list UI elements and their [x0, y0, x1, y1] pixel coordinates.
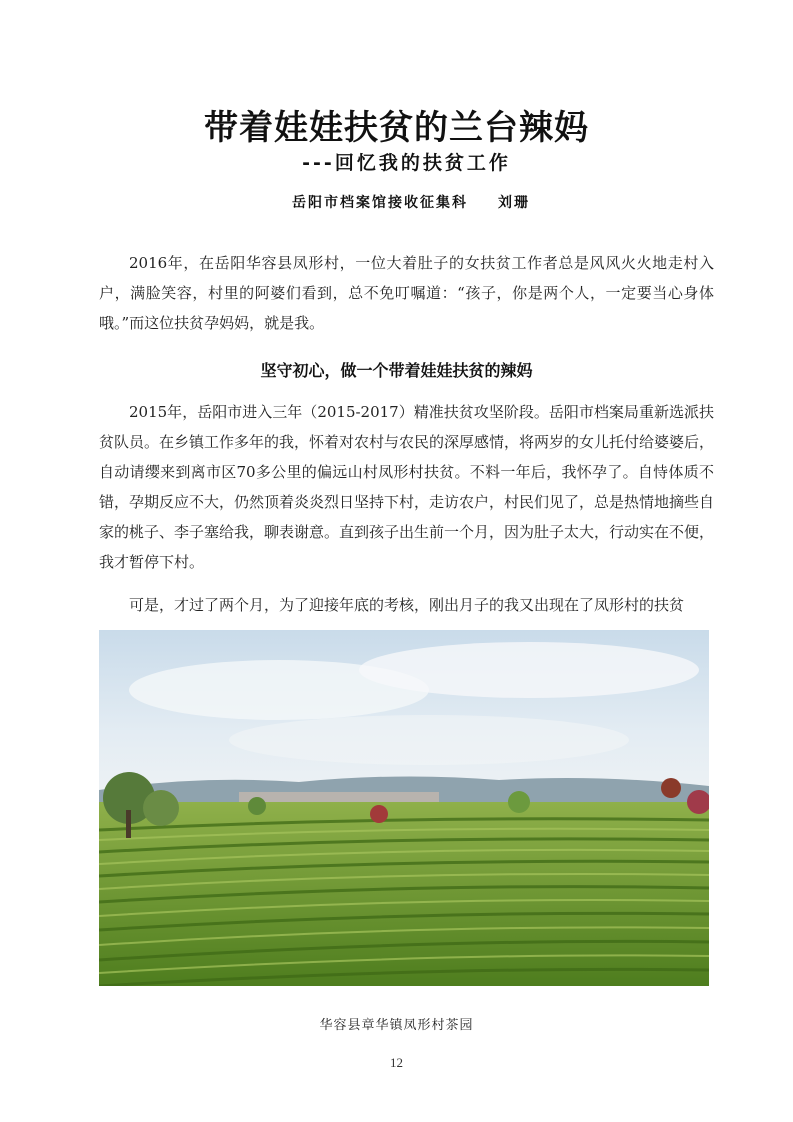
page-number: 12 — [390, 1055, 403, 1070]
section-heading: 坚守初心，做一个带着娃娃扶贫的辣妈 — [260, 361, 533, 380]
author-line — [292, 192, 530, 212]
article-subtitle: ---回忆我的扶贫工作 — [302, 152, 511, 174]
paragraph-body: 2015年，岳阳市进入三年（2015-2017）精准扶贫攻坚阶段。岳阳市档案局重新选派扶贫队员。在乡镇工作多年的我，怀着对农村与农民的深厚感情，将两岁的女儿托付给婆婆后，自动请缨来到离市区70多公里的偏远山村凤形村扶贫。不料一年后，我怀孕了。自恃体质不错，孕期反应不大，仍然顶着炎炎烈日坚持下村，走访农户，村民们见了，总是热情地摘些自家的桃子、李子塞给我，聊表谢意。直到孩子出生前一个月，因为肚子太大，行动实在不便，我才暂停下村。 — [99, 403, 715, 571]
paragraph-intro: 2016年，在岳阳华容县凤形村，一位大着肚子的女扶贫工作者总是风风火火地走村入户，满脸笑容，村里的阿婆们看到，总不免叮嘱道：“孩子，你是两个人，一定要当心身体哦。”而这位扶贫孕妈妈，就是我。 — [99, 254, 714, 332]
tea-garden-photo — [99, 630, 709, 986]
photo-caption: 华容县章华镇凤形村茶园 — [319, 1018, 474, 1033]
paragraph-continuation: 可是，才过了两个月，为了迎接年底的考核，刚出月子的我又出现在了凤形村的扶贫 — [129, 596, 685, 614]
author-organization: 岳阳市档案馆接收征集科 — [292, 195, 468, 211]
article-title: 带着娃娃扶贫的兰台辣妈 — [204, 108, 589, 148]
author-name: 刘珊 — [498, 195, 530, 211]
